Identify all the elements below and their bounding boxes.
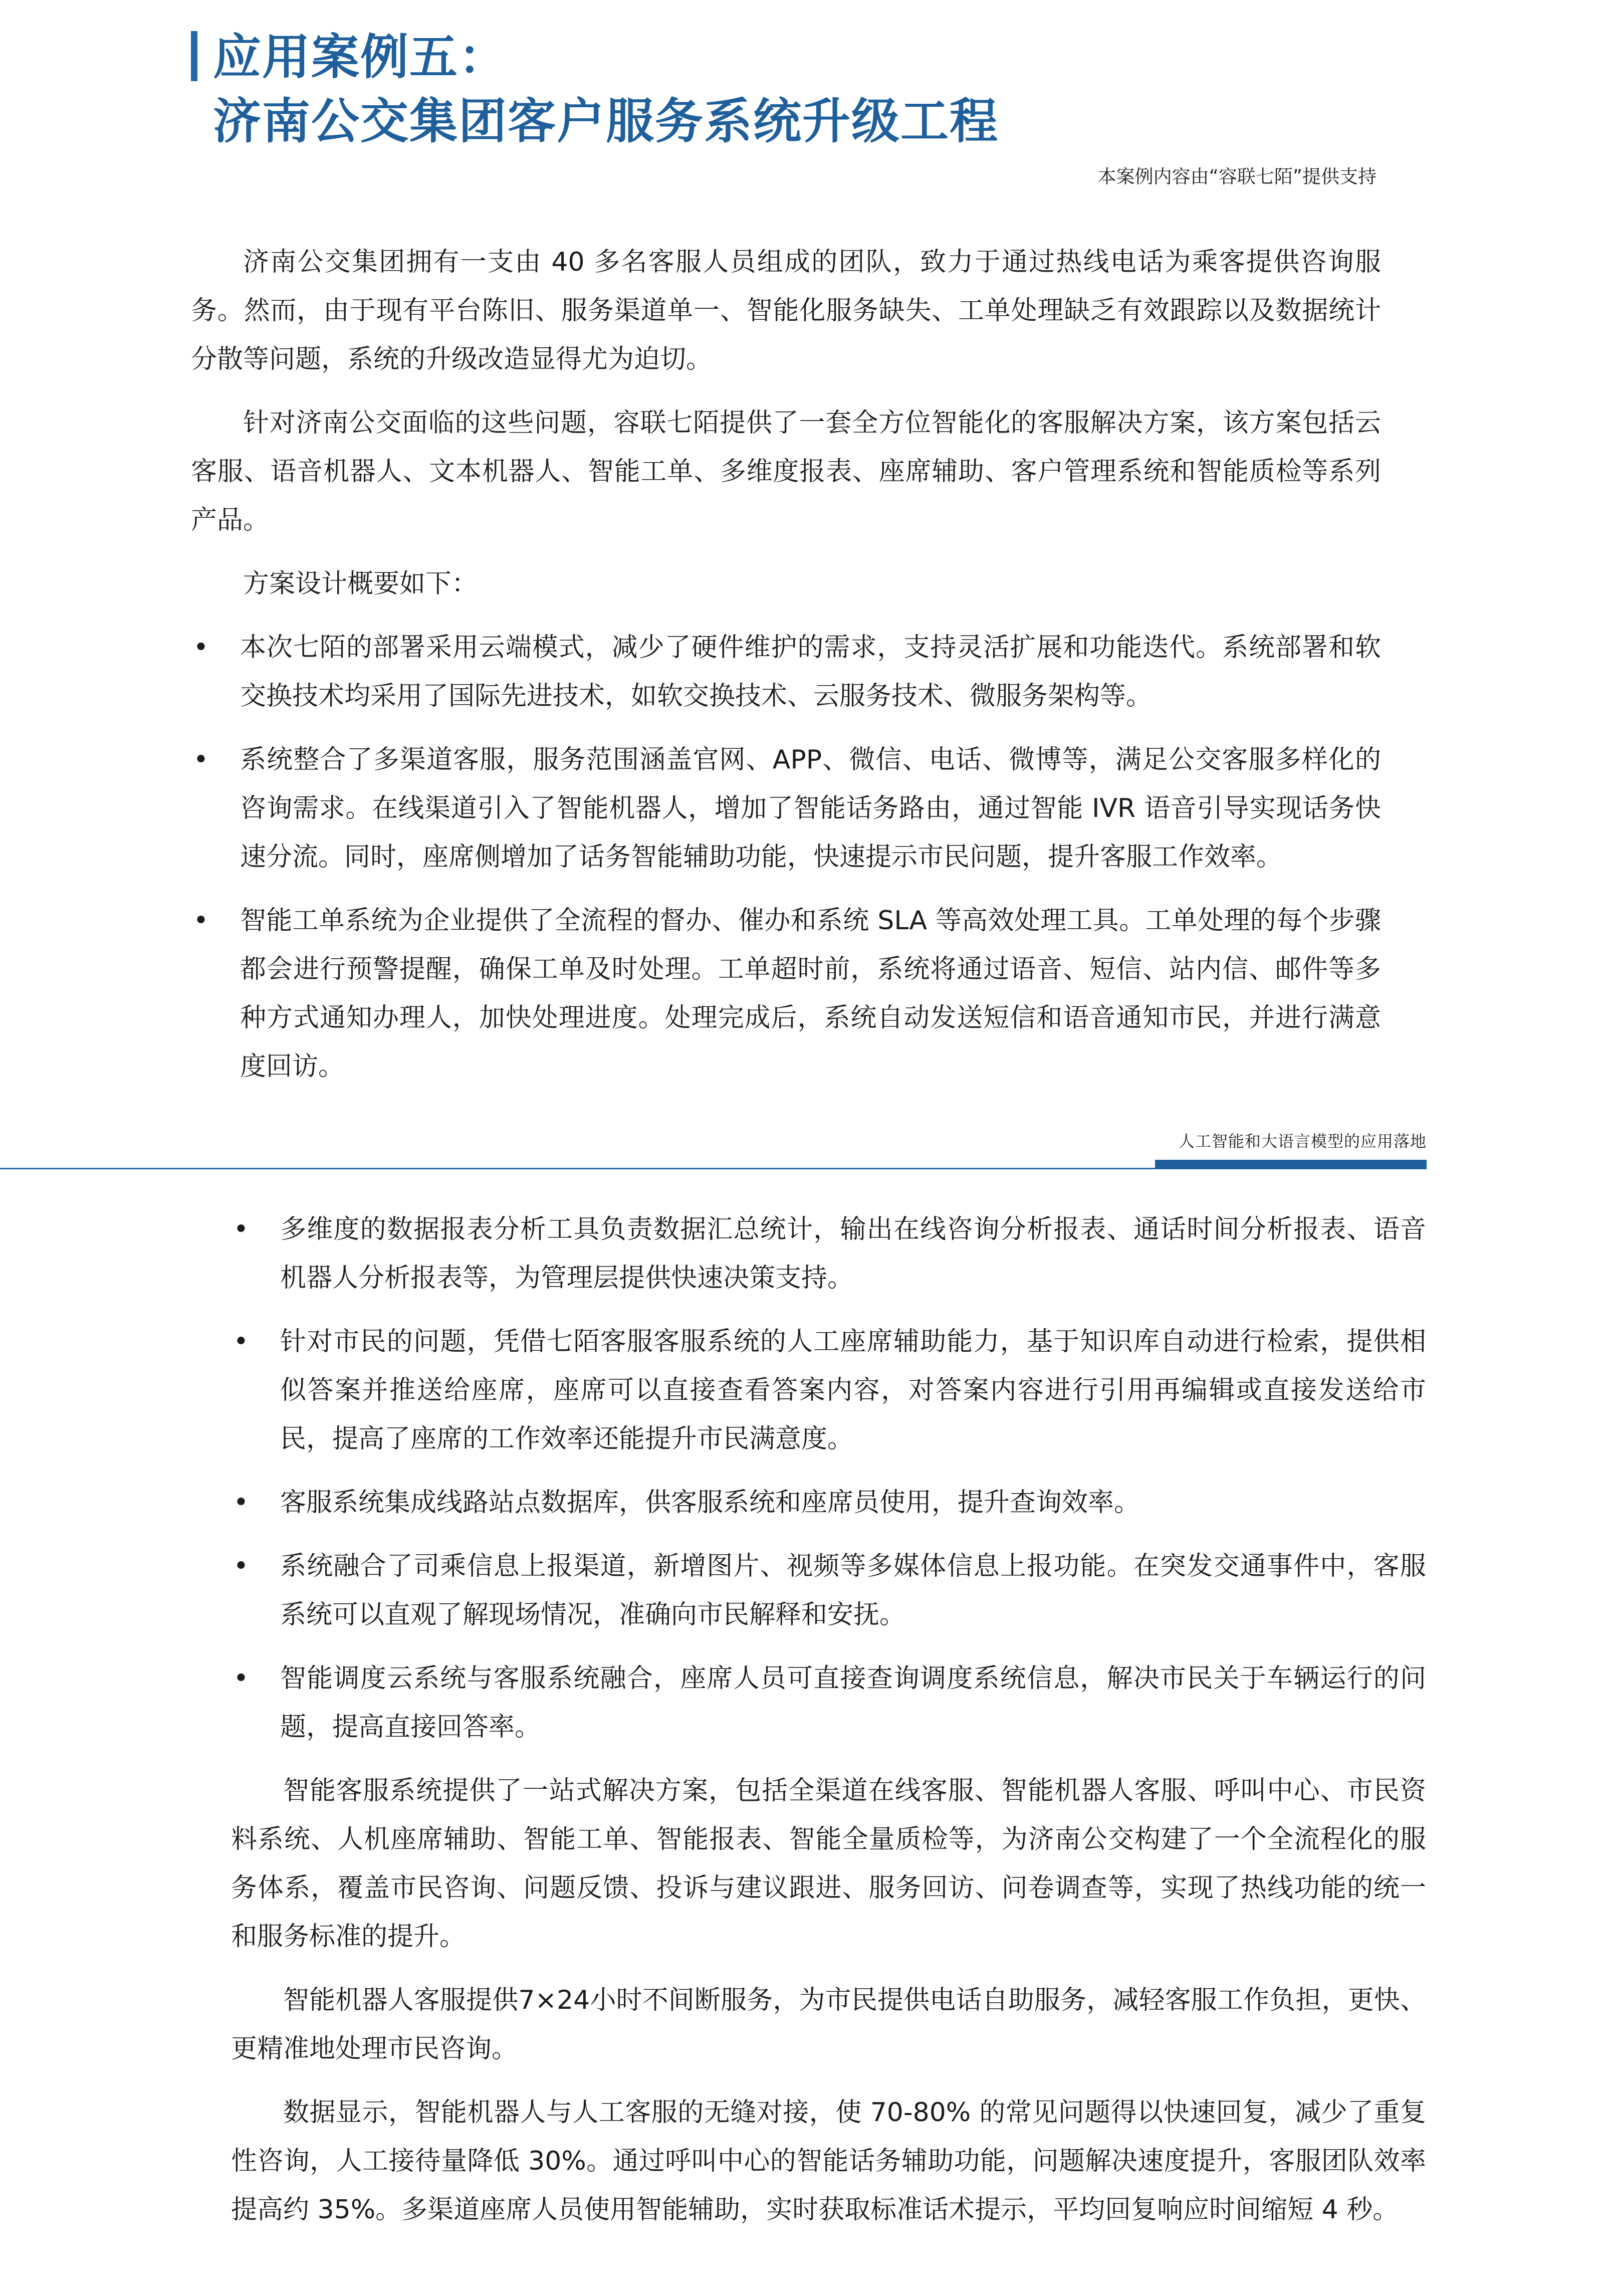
paragraph: 智能客服系统提供了一站式解决方案，包括全渠道在线客服、智能机器人客服、呼叫中心、市民资料系统、人机座席辅助、智能工单、智能报表、智能全量质检等，为济南公交构建了一个全流程化的服务体系，覆盖市民咨询、问题反馈、投诉与建议跟进、服务回访、问卷调查等，实现了热线功能的统一和服务标准的提升。: [231, 1776, 1426, 1952]
list-item: [231, 1479, 1426, 1527]
page-title: [213, 25, 999, 153]
title-accent-bar: [191, 31, 197, 81]
section-1: [191, 238, 1381, 1106]
list-item-text: 系统融合了司乘信息上报渠道，新增图片、视频等多媒体信息上报功能。在突发交通事件中，客服系统可以直观了解现场情况，准确向市民解释和安抚。: [280, 1551, 1426, 1630]
content-credit: 本案例内容由“容联七陌”提供支持: [1097, 166, 1376, 187]
list-item: [191, 897, 1381, 1091]
section-2: [231, 1205, 1426, 2249]
title-line-1: 应用案例五：: [213, 29, 508, 85]
list-item: [191, 623, 1381, 721]
paragraph: 方案设计概要如下：: [243, 569, 478, 599]
bullet-icon: •: [193, 906, 209, 936]
list-item-text: 本次七陌的部署采用云端模式，减少了硬件维护的需求，支持灵活扩展和功能迭代。系统部署和软交换技术均采用了国际先进技术，如软交换技术、云服务技术、微服务架构等。: [240, 633, 1381, 711]
paragraph: 济南公交集团拥有一支由 40 多名客服人员组成的团队，致力于通过热线电话为乘客提供咨询服务。然而，由于现有平台陈旧、服务渠道单一、智能化服务缺失、工单处理缺乏有效跟踪以及数据统计分散等问题，系统的升级改造显得尤为迫切。: [191, 247, 1381, 374]
footer-accent-bar: [1155, 1160, 1427, 1169]
title-line-2: 济南公交集团客户服务系统升级工程: [213, 93, 999, 149]
bullet-icon: •: [233, 1214, 249, 1244]
list-item: [191, 736, 1381, 882]
list-item-text: 系统整合了多渠道客服，服务范围涵盖官网、APP、微信、电话、微博等，满足公交客服多样化的咨询需求。在线渠道引入了智能机器人，增加了智能话务路由，通过智能 IVR 语音引导实现话务快速分流。同时，座席侧增加了话务智能辅助功能，快速提示市民问题，提升客服工作效率。: [240, 745, 1381, 872]
bullet-icon: •: [193, 745, 209, 775]
bullet-icon: •: [233, 1327, 249, 1357]
bullet-icon: •: [233, 1551, 249, 1581]
list-item-text: 智能工单系统为企业提供了全流程的督办、催办和系统 SLA 等高效处理工具。工单处理的每个步骤都会进行预警提醒，确保工单及时处理。工单超时前，系统将通过语音、短信、站内信、邮件等多种方式通知办理人，加快处理进度。处理完成后，系统自动发送短信和语音通知市民，并进行满意度回访。: [240, 906, 1381, 1082]
running-footer-label: 人工智能和大语言模型的应用落地: [1178, 1132, 1427, 1151]
list-item-text: 多维度的数据报表分析工具负责数据汇总统计，输出在线咨询分析报表、通话时间分析报表、语音机器人分析报表等，为管理层提供快速决策支持。: [280, 1214, 1426, 1293]
bullet-list: [191, 623, 1381, 1091]
paragraph: 针对济南公交面临的这些问题，容联七陌提供了一套全方位智能化的客服解决方案，该方案包括云客服、语音机器人、文本机器人、智能工单、多维度报表、座席辅助、客户管理系统和智能质检等系列产品。: [191, 408, 1381, 535]
list-item: [231, 1542, 1426, 1639]
list-item-text: 客服系统集成线路站点数据库，供客服系统和座席员使用，提升查询效率。: [280, 1488, 1140, 1518]
list-item-text: 针对市民的问题，凭借七陌客服客服系统的人工座席辅助能力，基于知识库自动进行检索，提供相似答案并推送给座席，座席可以直接查看答案内容，对答案内容进行引用再编辑或直接发送给市民，提高了座席的工作效率还能提升市民满意度。: [280, 1327, 1426, 1454]
bullet-icon: •: [233, 1488, 249, 1518]
list-item: [231, 1654, 1426, 1752]
list-item-text: 智能调度云系统与客服系统融合，座席人员可直接查询调度系统信息，解决市民关于车辆运行的问题，提高直接回答率。: [280, 1663, 1426, 1742]
bullet-icon: •: [233, 1663, 249, 1694]
bullet-list: [231, 1205, 1426, 1752]
paragraph: 智能机器人客服提供7×24小时不间断服务，为市民提供电话自助服务，减轻客服工作负担，更快、更精准地处理市民咨询。: [231, 1985, 1426, 2064]
bullet-icon: •: [193, 633, 209, 663]
list-item: [231, 1318, 1426, 1464]
list-item: [231, 1205, 1426, 1303]
paragraph: 数据显示，智能机器人与人工客服的无缝对接，使 70-80% 的常见问题得以快速回复，减少了重复性咨询，人工接待量降低 30%。通过呼叫中心的智能话务辅助功能，问题解决速度提升，客服团队效率提高约 35%。多渠道座席人员使用智能辅助，实时获取标准话术提示，平均回复响应时间缩短 4 秒。: [231, 2098, 1426, 2225]
